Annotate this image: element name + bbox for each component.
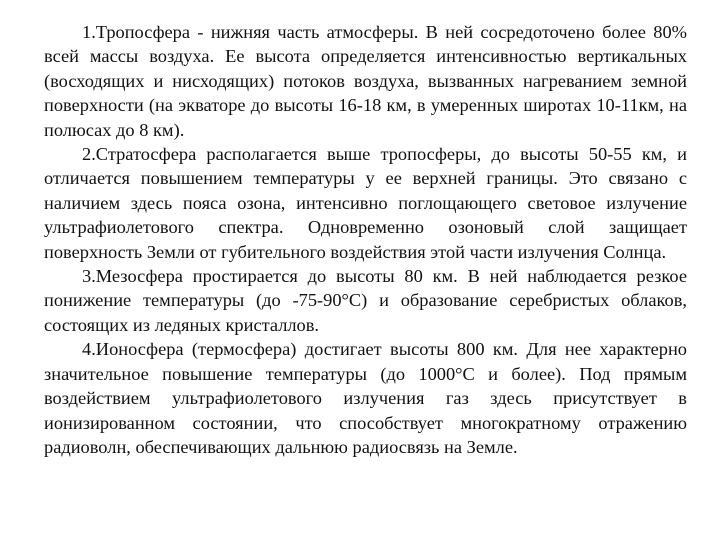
paragraph-troposphere: 1.Тропосфера - нижняя часть атмосферы. В ней сосредоточено более 80% всей массы воздуха. Ее высота определяется интенсивностью вертикальных (восходящих и нисходящих) потоков воздуха, вызванных нагреванием земной поверхности (на экваторе до высоты 16-18 км, в умеренных широтах 10-11км, на полюсах до 8 км). <box>44 22 687 140</box>
paragraph-stratosphere: 2.Стратосфера располагается выше тропосферы, до высоты 50-55 км, и отличается повышением температуры у ее верхней границы. Это связано с наличием здесь пояса озона, интенсивно поглощающего световое излучение ультрафиолетового спектра. Одновременно озоновый слой защищает поверхность Земли от губительного воздействия этой части излучения Солнца. <box>44 144 687 262</box>
document-body <box>44 20 687 459</box>
paragraph-ionosphere: 4.Ионосфера (термосфера) достигает высоты 800 км. Для нее характерно значительное повышение температуры (до 1000°С и более). Под прямым воздействием ультрафиолетового излучения газ здесь присутствует в ионизированном состоянии, что способствует многократному отражению радиоволн, обеспечивающих дальнюю радиосвязь на Земле. <box>44 339 687 457</box>
paragraph-mesosphere: 3.Мезосфера простирается до высоты 80 км. В ней наблюдается резкое понижение температуры (до -75-90°С) и образование серебристых облаков, состоящих из ледяных кристаллов. <box>44 266 687 335</box>
